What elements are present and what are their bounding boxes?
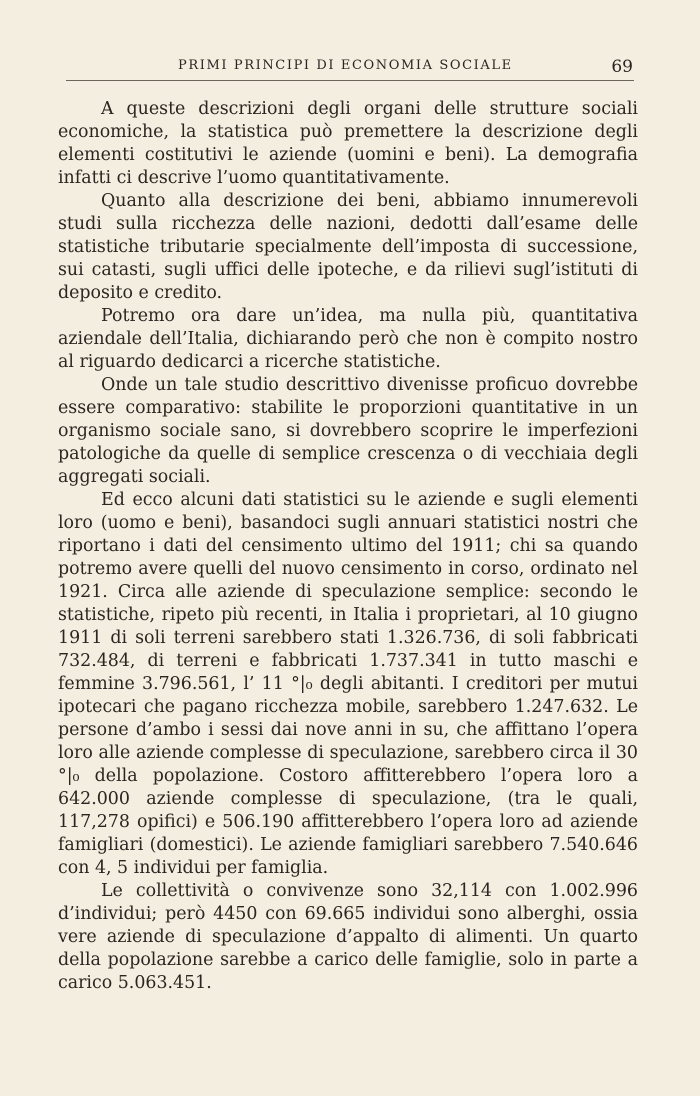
page-number: 69	[611, 57, 633, 77]
paragraph: Onde un tale studio descrittivo divenisse proficuo dovrebbe essere comparativo: stabilite le proporzioni quantitative in un organismo sociale sano, si dovrebbero scoprire le imperfezioni patologiche da quelle di semplice crescenza o di vecchiaia degli aggregati sociali.	[58, 375, 638, 487]
running-header	[66, 58, 634, 81]
paragraph: Ed ecco alcuni dati statistici su le aziende e sugli elementi loro (uomo e beni), basandoci sugli annuari statistici nostri che riportano i dati del censimento ultimo del 1911; chi sa quando potremo avere quelli del nuovo censimento in corso, ordinato nel 1921. Circa alle aziende di speculazione semplice: secondo le statistiche, ripeto più recenti, in Italia i proprietari, al 10 giugno 1911 di soli terreni sarebbero stati 1.326.736, di soli fabbricati 732.484, di terreni e fabbricati 1.737.341 in tutto maschi e femmine 3.796.561, l’ 11 °|₀ degli abitanti. I creditori per mutui ipotecari che pagano ricchezza mobile, sarebbero 1.247.632. Le persone d’ambo i sessi dai nove anni in su, che affittano l’opera loro alle aziende complesse di speculazione, sarebbero circa il 30 °|₀ della popolazione. Costoro affitterebbero l’opera loro a 642.000 aziende complesse di speculazione, (tra le quali, 117,278 opifici) e 506.190 affitterebbero l’opera loro ad aziende famigliari (domestici). Le aziende famigliari sarebbero 7.540.646 con 4, 5 individui per famiglia.	[58, 490, 638, 878]
running-title: PRIMI PRINCIPI DI ECONOMIA SOCIALE	[178, 58, 513, 73]
paragraph: Quanto alla descrizione dei beni, abbiamo innumerevoli studi sulla ricchezza delle nazioni, dedotti dall’esame delle statistiche tributarie specialmente dell’imposta di successione, sui catasti, sugli uffici delle ipoteche, e da rilievi sugl’istituti di deposito e credito.	[58, 191, 638, 303]
paragraph: Le collettività o convivenze sono 32,114 con 1.002.996 d’individui; però 4450 con 69.665 individui sono alberghi, ossia vere aziende di speculazione d’appalto di alimenti. Un quarto della popolazione sarebbe a carico delle famiglie, solo in parte a carico 5.063.451.	[58, 881, 638, 993]
paragraph: Potremo ora dare un’idea, ma nulla più, quantitativa aziendale dell’Italia, dichiarando però che non è compito nostro al riguardo dedicarci a ricerche statistiche.	[58, 306, 638, 372]
page-body	[58, 98, 638, 995]
paragraph: A queste descrizioni degli organi delle strutture sociali economiche, la statistica può premettere la descrizione degli elementi costitutivi le aziende (uomini e beni). La demografia infatti ci descrive l’uomo quantitativamente.	[58, 99, 638, 188]
